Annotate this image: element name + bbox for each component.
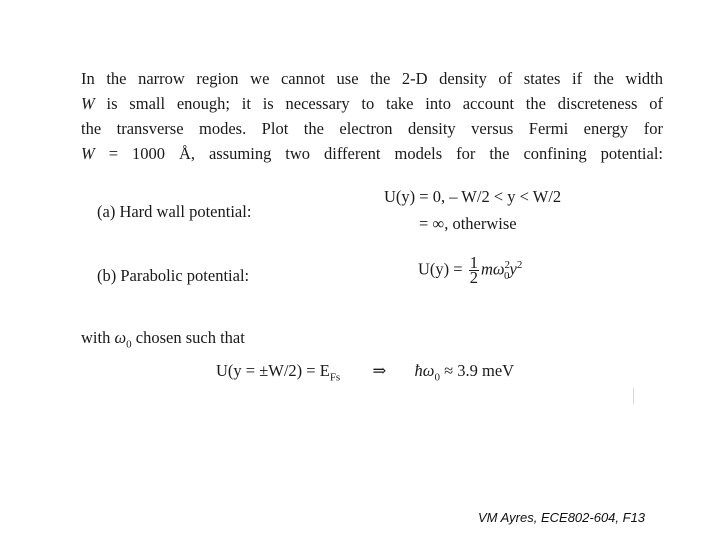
fraction-numerator: 1 [469, 253, 478, 272]
y-superscript: 2 [516, 258, 523, 271]
slide-footer: VM Ayres, ECE802-604, F13 [478, 510, 646, 525]
paragraph-line-4 [81, 141, 663, 166]
parabolic-label: (b) Parabolic potential: [97, 266, 250, 285]
parabolic-equation [418, 253, 523, 287]
paragraph-line-1: In the narrow region we cannot use the 2-D density of states if the width [81, 69, 663, 88]
fermi-subscript: Fs [329, 371, 341, 384]
omega-symbol: ω [114, 328, 127, 347]
omega-zero-subscript: 0 [126, 338, 132, 351]
width-variable: W [81, 144, 95, 163]
condition-lhs: U(y = ±W/2) = E [216, 361, 330, 380]
paragraph-line-2 [81, 91, 663, 116]
width-variable: W [81, 94, 95, 113]
parabolic-lhs: U(y) = [418, 259, 463, 279]
fraction-denominator: 2 [469, 268, 478, 287]
omega-subscript: 0 [504, 269, 510, 282]
hbar-omega: ħω [414, 361, 435, 380]
boundary-condition-equation [216, 361, 514, 383]
with-prefix: with [81, 328, 115, 347]
omega-zero-subscript: 0 [434, 371, 440, 384]
paragraph-line-4-text: = 1000 Å, assuming two different models for the confining potential: [94, 144, 663, 163]
paragraph-line-2-text: is small enough; it is necessary to take into account the discreteness of [94, 94, 663, 113]
with-omega-line [81, 328, 245, 350]
scan-artifact [633, 388, 634, 404]
omega-superscript: 2 [504, 258, 511, 271]
implies-arrow: ⇒ [372, 361, 387, 380]
hard-wall-equation-line-1: U(y) = 0, – W/2 < y < W/2 [384, 187, 562, 206]
paragraph-line-3: the transverse modes. Plot the electron density versus Fermi energy for [81, 119, 663, 138]
hard-wall-equation-line-2: = ∞, otherwise [419, 214, 517, 233]
parabolic-m-omega: mω [480, 259, 505, 279]
parabolic-y: y [509, 259, 517, 279]
with-suffix: chosen such that [131, 328, 245, 347]
hard-wall-label: (a) Hard wall potential: [97, 202, 252, 221]
one-half-fraction [469, 253, 479, 287]
energy-value: ≈ 3.9 meV [439, 361, 515, 380]
problem-paragraph [81, 66, 663, 166]
